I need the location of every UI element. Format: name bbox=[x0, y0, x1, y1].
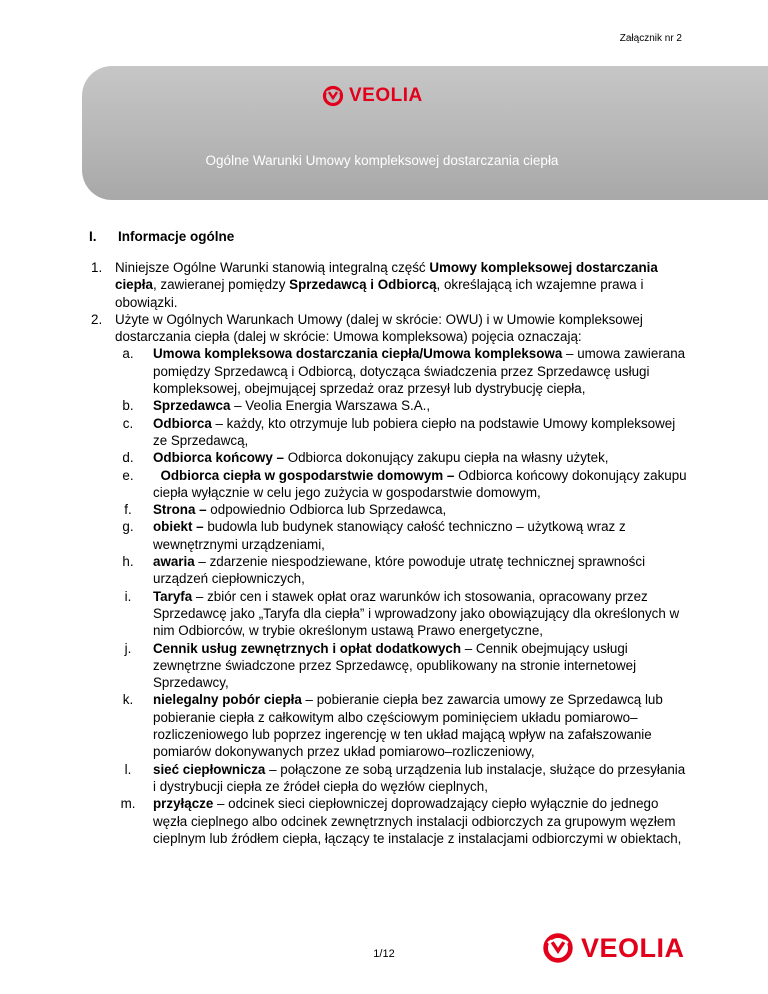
veolia-logo-text: VEOLIA bbox=[349, 85, 423, 106]
section-heading bbox=[89, 229, 234, 244]
veolia-logo-icon bbox=[542, 932, 574, 964]
document-body bbox=[91, 259, 691, 847]
definition-text: – połączone ze sobą urządzenia lub instalacje, służące do przesyłania i dystrybucji ciepła ze źródeł ciepła do węzłów cieplnych, bbox=[153, 761, 686, 794]
paragraph-1 bbox=[91, 259, 691, 311]
definition-letter: a. bbox=[122, 346, 134, 362]
paragraph-number: 2. bbox=[91, 311, 103, 327]
definition-term: Odbiorca końcowy – bbox=[153, 450, 284, 466]
definition-term: sieć ciepłownicza bbox=[153, 761, 266, 777]
veolia-logo-text: VEOLIA bbox=[581, 932, 685, 963]
document-title: Ogólne Warunki Umowy kompleksowej dostarczania ciepła bbox=[205, 153, 559, 168]
paragraph-bold: Umowy kompleksowej dostarczania ciepła bbox=[115, 260, 658, 293]
definition-text: budowla lub budynek stanowiący całość techniczno – użytkową wraz z wewnętrznymi urządzeniami, bbox=[153, 519, 626, 552]
definition-text: – pobieranie ciepła bez zawarcia umowy ze Sprzedawcą lub pobieranie ciepła z całkowitym albo częściowym pominięciem układu pomiarowo–rozliczeniowego lub poprzez ingerencję w ten układ mającą wpływ na zafałszowanie pomiarów dokonywanych przez układ pomiarowo–rozliczeniowy, bbox=[153, 692, 663, 760]
paragraph-text: , zawieranej pomiędzy bbox=[152, 277, 290, 293]
definition-text: – odcinek sieci ciepłowniczej doprowadzający ciepło wyłącznie do jednego węzła cieplnego albo odcinek zewnętrznych instalacji odbiorczych za grupowym węzłem cieplnym lub źródłem ciepła, łączący te instalacje z instalacjami odbiorczymi w obiektach, bbox=[153, 796, 682, 846]
definition-letter: j. bbox=[124, 640, 132, 656]
definition-text: – zdarzenie niespodziewane, które powoduje utratę technicznej sprawności urządzeń ciepłowniczych, bbox=[153, 554, 646, 587]
definition-item bbox=[103, 501, 691, 518]
definition-term: Umowa kompleksowa dostarczania ciepła/Umowa kompleksowa bbox=[153, 346, 563, 362]
definition-item bbox=[103, 553, 691, 588]
definition-item bbox=[103, 415, 691, 450]
definition-letter: l. bbox=[124, 761, 132, 777]
definition-item bbox=[103, 449, 691, 466]
definition-letter: b. bbox=[122, 398, 134, 414]
definition-term: Cennik usług zewnętrznych i opłat dodatkowych bbox=[153, 640, 462, 656]
definition-text: – zbiór cen i stawek opłat oraz warunków ich stosowania, opracowany przez Sprzedawcę jako „Taryfa dla ciepła” i wprowadzony jako obowiązujący dla określonych w nim Odbiorców, w trybie określonym ustawą Prawo energetyczne, bbox=[153, 588, 680, 639]
definition-item bbox=[103, 518, 691, 553]
definition-term: przyłącze bbox=[153, 796, 214, 812]
paragraph-number: 1. bbox=[91, 260, 103, 275]
definition-letter: f. bbox=[124, 502, 132, 518]
definition-item bbox=[103, 640, 691, 692]
footer-veolia-logo bbox=[542, 932, 685, 964]
definition-term: Taryfa bbox=[153, 588, 193, 604]
definition-text: – Veolia Energia Warszawa S.A., bbox=[230, 398, 431, 414]
definition-letter: e. bbox=[122, 467, 134, 483]
paragraph-text: Użyte w Ogólnych Warunkach Umowy (dalej w skrócie: OWU) i w Umowie kompleksowej dostarczania ciepła (dalej w skrócie: Umowa kompleksowa) pojęcia oznaczają: bbox=[115, 311, 643, 345]
definition-term: Strona – bbox=[153, 502, 207, 518]
paragraph-text: , określającą ich wzajemne prawa i obowiązki. bbox=[115, 277, 644, 310]
paragraph-bold: Sprzedawcą i Odbiorcą bbox=[289, 277, 437, 293]
definition-item bbox=[103, 345, 691, 397]
definition-letter: g. bbox=[122, 519, 134, 535]
definitions-list bbox=[103, 345, 691, 847]
definition-text: Odbiorca dokonujący zakupu ciepła na własny użytek, bbox=[283, 450, 609, 466]
definition-letter: m. bbox=[120, 796, 136, 812]
paragraph-text: Niniejsze Ogólne Warunki stanowią integralną część bbox=[115, 260, 430, 275]
section-number: I. bbox=[89, 229, 97, 244]
definition-letter: i. bbox=[124, 588, 132, 604]
definition-item bbox=[103, 795, 691, 847]
definition-text: – Cennik obejmujący usługi zewnętrzne świadczone przez Sprzedawcę, opublikowany na stronie internetowej Sprzedawcy, bbox=[153, 640, 637, 691]
definition-term: awaria bbox=[153, 554, 195, 570]
definition-term: obiekt – bbox=[153, 519, 204, 535]
definition-term: nielegalny pobór ciepła bbox=[153, 692, 302, 708]
definition-text: – każdy, kto otrzymuje lub pobiera ciepło na podstawie Umowy kompleksowej ze Sprzedawcą, bbox=[153, 415, 676, 448]
definition-item bbox=[103, 588, 691, 640]
definition-item bbox=[103, 761, 691, 796]
annex-label: Załącznik nr 2 bbox=[619, 33, 682, 44]
definition-item bbox=[103, 691, 691, 760]
definition-item bbox=[103, 467, 691, 502]
section-title: Informacje ogólne bbox=[118, 229, 235, 244]
veolia-logo-icon bbox=[322, 85, 344, 107]
header-banner bbox=[82, 66, 768, 200]
definition-term: Odbiorca bbox=[153, 415, 212, 431]
page-number: 1/12 bbox=[373, 948, 395, 960]
veolia-logo bbox=[322, 85, 423, 107]
definition-letter: d. bbox=[122, 450, 134, 466]
definition-text: – umowa zawierana pomiędzy Sprzedawcą i Odbiorcą, dotycząca świadczenia przez Sprzedawcę usługi kompleksowej, obejmującej sprzedaż oraz przesył lub dystrybucję ciepła, bbox=[153, 346, 686, 397]
paragraph-2 bbox=[91, 311, 691, 847]
definition-term: Sprzedawca bbox=[153, 398, 231, 414]
definition-letter: c. bbox=[122, 415, 134, 431]
definition-letter: h. bbox=[122, 554, 134, 570]
definition-term: Odbiorca ciepła w gospodarstwie domowym – bbox=[153, 467, 455, 483]
definition-text: odpowiednio Odbiorca lub Sprzedawca, bbox=[206, 502, 447, 518]
definition-letter: k. bbox=[122, 692, 134, 708]
definition-text: Odbiorca końcowy dokonujący zakupu ciepła wyłącznie w celu jego zużycia w gospodarstwie domowym, bbox=[153, 467, 687, 500]
definition-item bbox=[103, 397, 691, 414]
